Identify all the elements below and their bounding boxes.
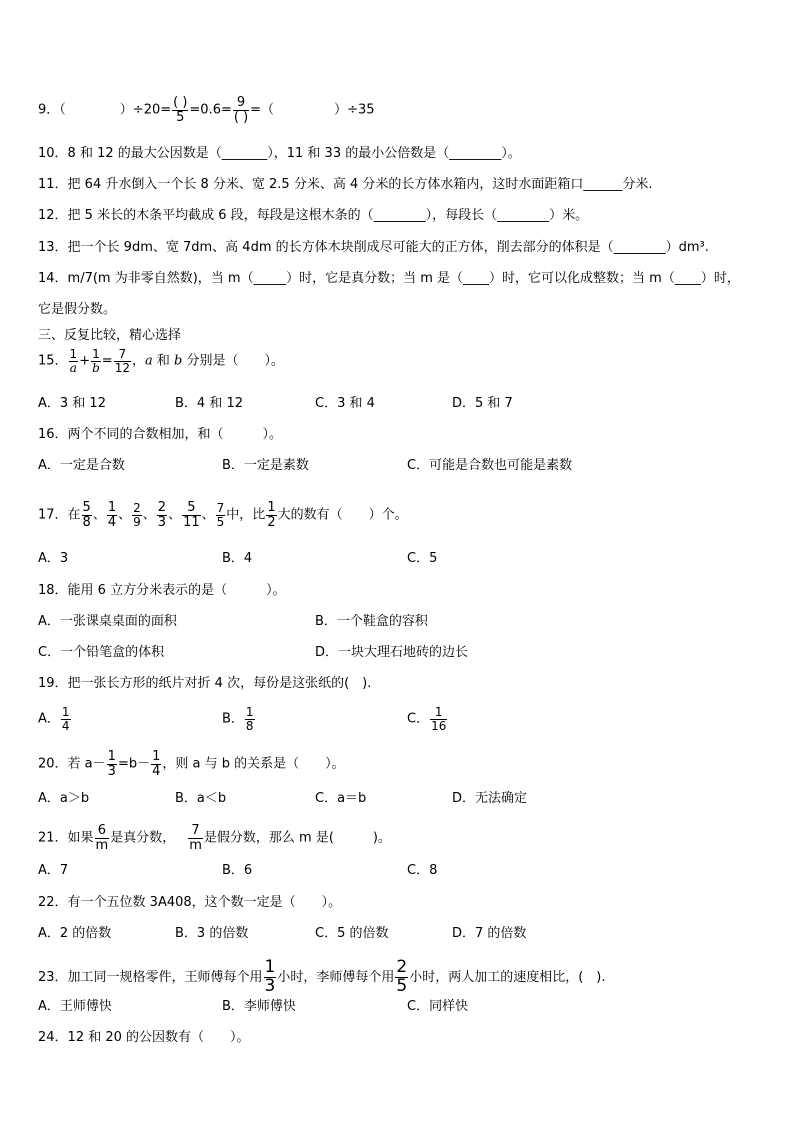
fraction: $\frac{( )}{5}$ xyxy=(173,95,188,125)
fraction: $\frac{7}{12}$ xyxy=(114,347,130,375)
question-22: 22．有一个五位数 3A408，这个数一定是（ ）。 xyxy=(38,895,342,910)
option-c[interactable]: C． $\frac{1}{16}$ xyxy=(407,705,447,733)
option-a[interactable]: A．3 和 12 xyxy=(38,396,106,411)
section-heading: 三、反复比较，精心选择 xyxy=(38,328,182,343)
question-19: 19．把一张长方形的纸片对折 4 次，每份是这张纸的( ). xyxy=(38,676,372,691)
question-text: =0.6= xyxy=(189,102,232,118)
option-b[interactable]: B．6 xyxy=(222,863,253,878)
option-a[interactable]: A． $\frac{1}{4}$ xyxy=(38,705,70,733)
option-d[interactable]: D．5 和 7 xyxy=(452,396,513,411)
fraction: $\frac{5}{8}$ xyxy=(82,500,91,530)
fraction: $\frac{1}{b}$ xyxy=(92,347,100,375)
question-14-line-1: 14．m/7(m 为非零自然数)，当 m（_____）时，它是真分数；当 m 是（____）时，它可以化成整数；当 m（____）时， xyxy=(38,271,740,286)
question-text: （ xyxy=(59,102,66,118)
option-c[interactable]: C．5 的倍数 xyxy=(315,926,389,941)
option-a[interactable]: A．3 xyxy=(38,551,69,566)
question-number: 17．在 xyxy=(38,507,81,523)
option-d[interactable]: D．7 的倍数 xyxy=(452,926,527,941)
option-b[interactable]: B．3 的倍数 xyxy=(175,926,249,941)
question-20: 20．若 a－ $\frac{1}{3}$ =b－ $\frac{1}{4}$ ，则 a 与 b 的关系是（ ）。 xyxy=(38,749,345,779)
option-b[interactable]: B．李师傅快 xyxy=(222,999,296,1014)
option-a[interactable]: A．王师傅快 xyxy=(38,999,112,1014)
question-24: 24．12 和 20 的公因数有（ ）。 xyxy=(38,1030,250,1045)
fraction: $\frac{6}{m}$ xyxy=(95,823,109,853)
fraction: $\frac{2}{5}$ xyxy=(396,957,408,996)
fraction: $\frac{1}{3}$ xyxy=(264,957,276,996)
question-21: 21．如果 $\frac{6}{m}$ 是真分数， $\frac{7}{m}$ 是假分数，那么 m 是( )。 xyxy=(38,823,391,853)
fraction: $\frac{9}{( )}$ xyxy=(233,95,249,125)
fraction: $\frac{1}{4}$ xyxy=(152,749,161,779)
question-9 xyxy=(38,96,375,124)
option-c[interactable]: C．可能是合数也可能是素数 xyxy=(407,458,573,473)
question-10: 10．8 和 12 的最大公因数是（_______），11 和 33 的最小公倍数是（________）。 xyxy=(38,146,521,161)
option-a[interactable]: A．一定是合数 xyxy=(38,458,125,473)
question-text: ）÷35 xyxy=(334,102,375,118)
fraction: $\frac{7}{5}$ xyxy=(216,501,225,529)
question-number: 23．加工同一规格零件，王师傅每个用 xyxy=(38,969,263,985)
question-number: 21．如果 xyxy=(38,830,94,846)
question-18: 18．能用 6 立方分米表示的是（ ）。 xyxy=(38,583,286,598)
question-14-line-2: 它是假分数。 xyxy=(38,302,117,317)
option-a[interactable]: A．2 的倍数 xyxy=(38,926,112,941)
fraction: $\frac{1}{8}$ xyxy=(245,705,254,733)
fraction: $\frac{1}{3}$ xyxy=(107,749,116,779)
option-c[interactable]: C．8 xyxy=(407,863,438,878)
question-15: 15． $\frac{1}{a}$ + $\frac{1}{b}$ = $\frac{7}{12}$ ，a 和 b 分别是（ ）。 xyxy=(38,347,284,375)
question-number: 20．若 a－ xyxy=(38,756,106,772)
question-16: 16．两个不同的合数相加，和（ ）。 xyxy=(38,427,283,442)
option-a[interactable]: A．7 xyxy=(38,863,69,878)
option-a[interactable]: A．一张课桌桌面的面积 xyxy=(38,614,177,629)
fraction: $\frac{1}{a}$ xyxy=(69,347,78,375)
fraction: $\frac{2}{3}$ xyxy=(157,500,167,530)
fraction: $\frac{1}{4}$ xyxy=(61,705,70,733)
option-b[interactable]: B．4 xyxy=(222,551,253,566)
option-b[interactable]: B． $\frac{1}{8}$ xyxy=(222,705,254,733)
fraction: $\frac{7}{m}$ xyxy=(189,823,202,853)
fraction: $\frac{5}{11}$ xyxy=(183,500,200,530)
question-23: 23．加工同一规格零件，王师傅每个用 $\frac{1}{3}$ 小时，李师傅每个用 $\frac{2}{5}$ 小时，两人加工的速度相比，( ). xyxy=(38,957,606,996)
option-a[interactable]: A．a＞b xyxy=(38,791,90,806)
fraction: $\frac{1}{2}$ xyxy=(267,500,276,530)
option-c[interactable]: C．一个铅笔盒的体积 xyxy=(38,645,165,660)
fraction: $\frac{1}{4}$ xyxy=(107,500,117,530)
question-12: 12．把 5 米长的木条平均截成 6 段，每段是这根木条的（________），每段长（________）米。 xyxy=(38,208,589,223)
fraction: $\frac{1}{16}$ xyxy=(431,705,447,733)
option-d[interactable]: D．一块大理石地砖的边长 xyxy=(315,645,469,660)
option-c[interactable]: C．a＝b xyxy=(315,791,367,806)
option-d[interactable]: D．无法确定 xyxy=(452,791,528,806)
question-number: 15． xyxy=(38,353,68,369)
question-11: 11．把 64 升水倒入一个长 8 分米、宽 2.5 分米、高 4 分米的长方体水箱内，这时水面距箱口______分米. xyxy=(38,177,653,192)
option-c[interactable]: C．同样快 xyxy=(407,999,469,1014)
option-c[interactable]: C．5 xyxy=(407,551,438,566)
question-text: ）÷20= xyxy=(119,102,172,118)
question-text: =（ xyxy=(250,102,275,118)
option-b[interactable]: B．一个鞋盒的容积 xyxy=(315,614,428,629)
option-b[interactable]: B．4 和 12 xyxy=(175,396,243,411)
fraction: $\frac{2}{9}$ xyxy=(133,501,141,529)
option-b[interactable]: B．一定是素数 xyxy=(222,458,309,473)
question-number: 9． xyxy=(38,102,60,118)
option-c[interactable]: C．3 和 4 xyxy=(315,396,375,411)
option-b[interactable]: B．a＜b xyxy=(175,791,227,806)
question-13: 13．把一个长 9dm、宽 7dm、高 4dm 的长方体木块削成尽可能大的正方体，削去部分的体积是（________）dm³. xyxy=(38,240,709,255)
question-17: 17．在 $\frac{5}{8}$ 、 $\frac{1}{4}$ 、 $\frac{2}{9}$ 、 $\frac{2}{3}$ 、 $\frac{5}{11}$ 、 $\frac{7}{5}$ 中，比 $\frac{1}{2}$ 大的数有（ ）个。 xyxy=(38,500,408,530)
